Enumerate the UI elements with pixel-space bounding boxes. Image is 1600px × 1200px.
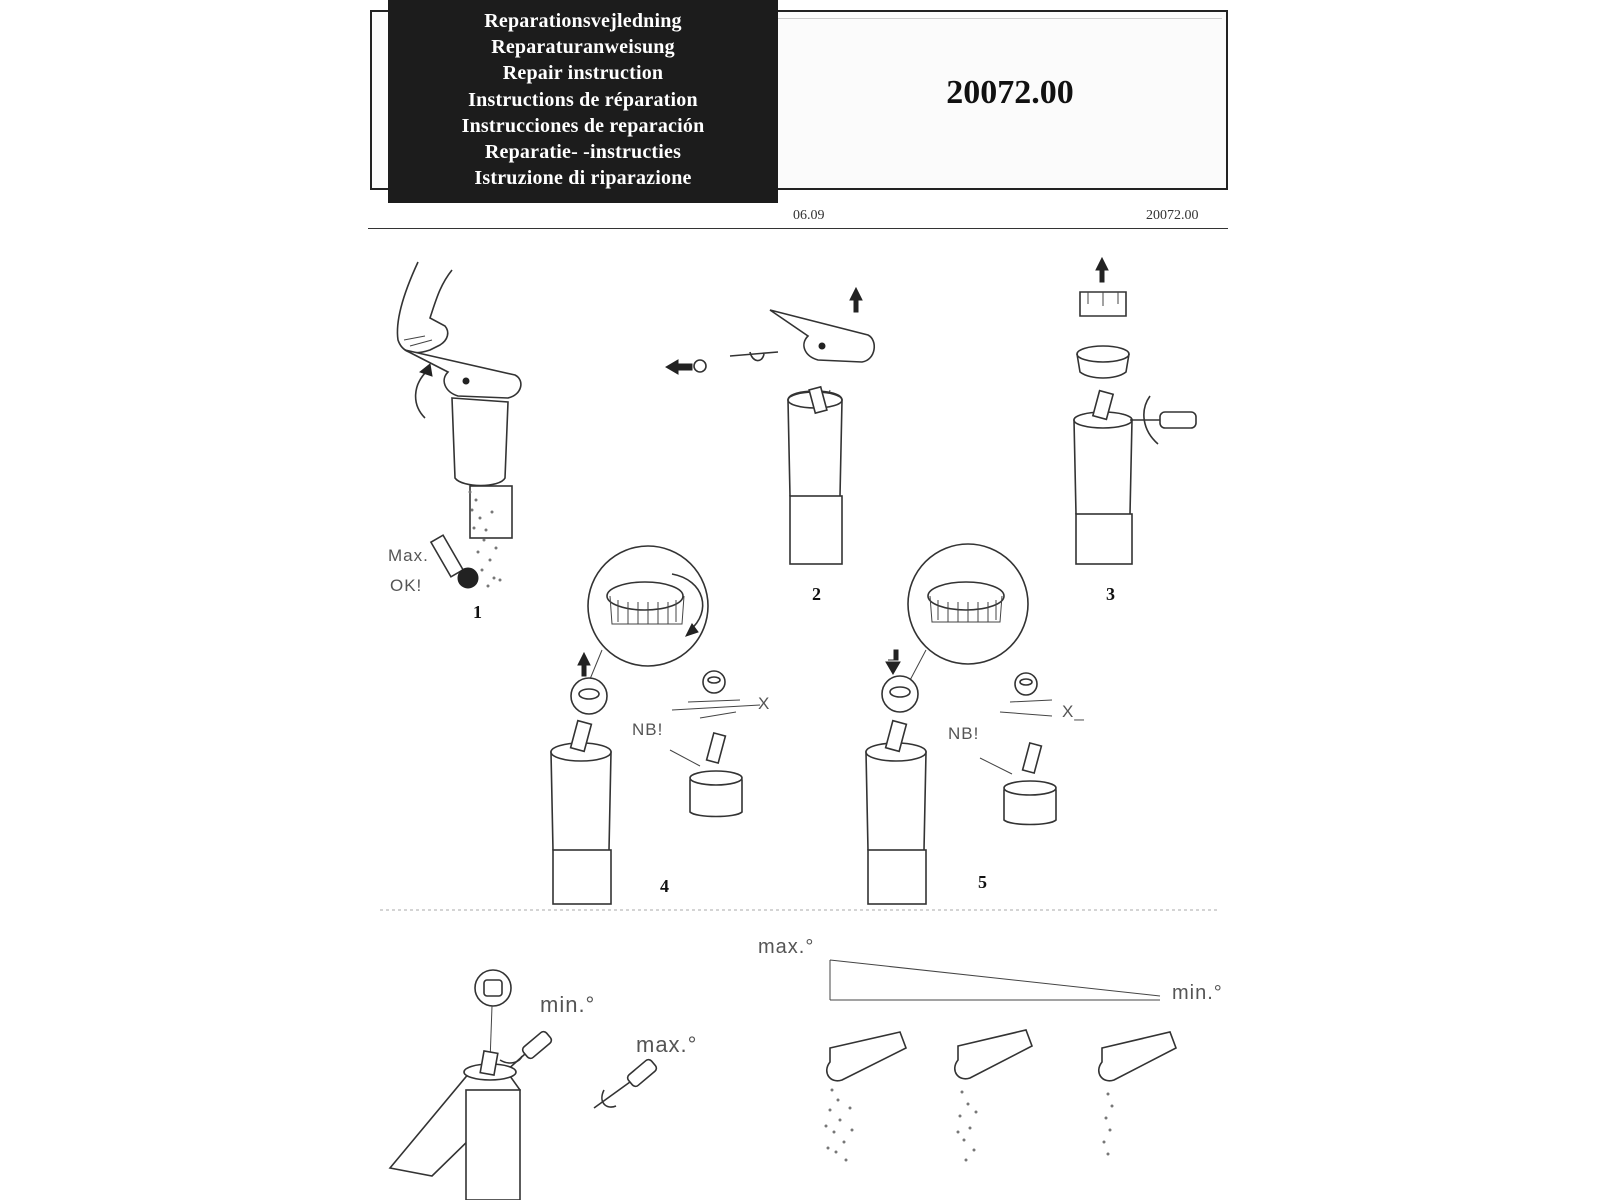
label-nb-step4: NB! xyxy=(632,720,664,739)
title-fr: Instructions de réparation xyxy=(468,88,698,111)
screwdriver-icon xyxy=(1130,412,1196,428)
title-da: Reparationsvejledning xyxy=(484,10,682,32)
arrow-up-icon-4 xyxy=(578,653,590,676)
step2-illustration xyxy=(666,288,874,564)
step-number-3: 3 xyxy=(1106,584,1115,604)
ring-part xyxy=(1077,346,1129,362)
label-x-step5: X_ xyxy=(1062,702,1085,721)
label-max-right: max.° xyxy=(758,936,815,958)
label-max-left: max.° xyxy=(636,1032,698,1057)
lever-shape xyxy=(405,350,521,398)
label-min-right: min.° xyxy=(1172,982,1223,1004)
screwdriver-max-icon xyxy=(594,1058,658,1108)
step-number-5: 5 xyxy=(978,872,987,892)
label-nb-step5: NB! xyxy=(948,724,980,743)
document-date: 06.09 xyxy=(793,208,825,223)
spout-2 xyxy=(955,1030,1032,1079)
title-de: Reparaturanweisung xyxy=(491,36,675,59)
spout-3 xyxy=(1099,1032,1176,1081)
step-number-2: 2 xyxy=(812,584,821,604)
label-max: Max. xyxy=(388,546,429,565)
mixer-body xyxy=(452,398,508,486)
screw-part xyxy=(694,360,706,372)
step1-illustration xyxy=(397,262,520,588)
title-es: Instrucciones de reparación xyxy=(461,114,705,137)
label-min-left: min.° xyxy=(540,992,596,1017)
title-en: Repair instruction xyxy=(502,62,664,85)
arrow-up-icon xyxy=(850,288,862,312)
arrow-up-icon-3 xyxy=(1096,258,1108,282)
model-number: 20072.00 xyxy=(946,74,1074,111)
thermometer-icon xyxy=(431,535,478,588)
pin-part xyxy=(730,352,778,356)
spout-1 xyxy=(827,1032,906,1081)
title-it: Istruzione di riparazione xyxy=(474,167,692,190)
title-nl: Reparatie- -instructies xyxy=(484,141,682,164)
screwdriver-min-icon xyxy=(505,1030,553,1072)
arrow-left-icon xyxy=(666,360,692,374)
step-number-4: 4 xyxy=(660,876,669,896)
label-ok: OK! xyxy=(390,576,423,595)
arrow-down-icon-5 xyxy=(888,650,898,660)
mixer-body-3 xyxy=(1074,413,1132,522)
document-code: 20072.00 xyxy=(1146,208,1199,223)
temperature-adjust-illustration xyxy=(390,970,658,1200)
label-x-step4: X xyxy=(758,694,771,713)
flow-angle-diagram xyxy=(825,960,1177,1162)
step-number-1: 1 xyxy=(473,602,482,622)
rotate-arrow-icon xyxy=(416,370,428,418)
hand-icon xyxy=(397,262,452,353)
lever-removed xyxy=(770,310,874,362)
step3-illustration xyxy=(1074,258,1196,564)
